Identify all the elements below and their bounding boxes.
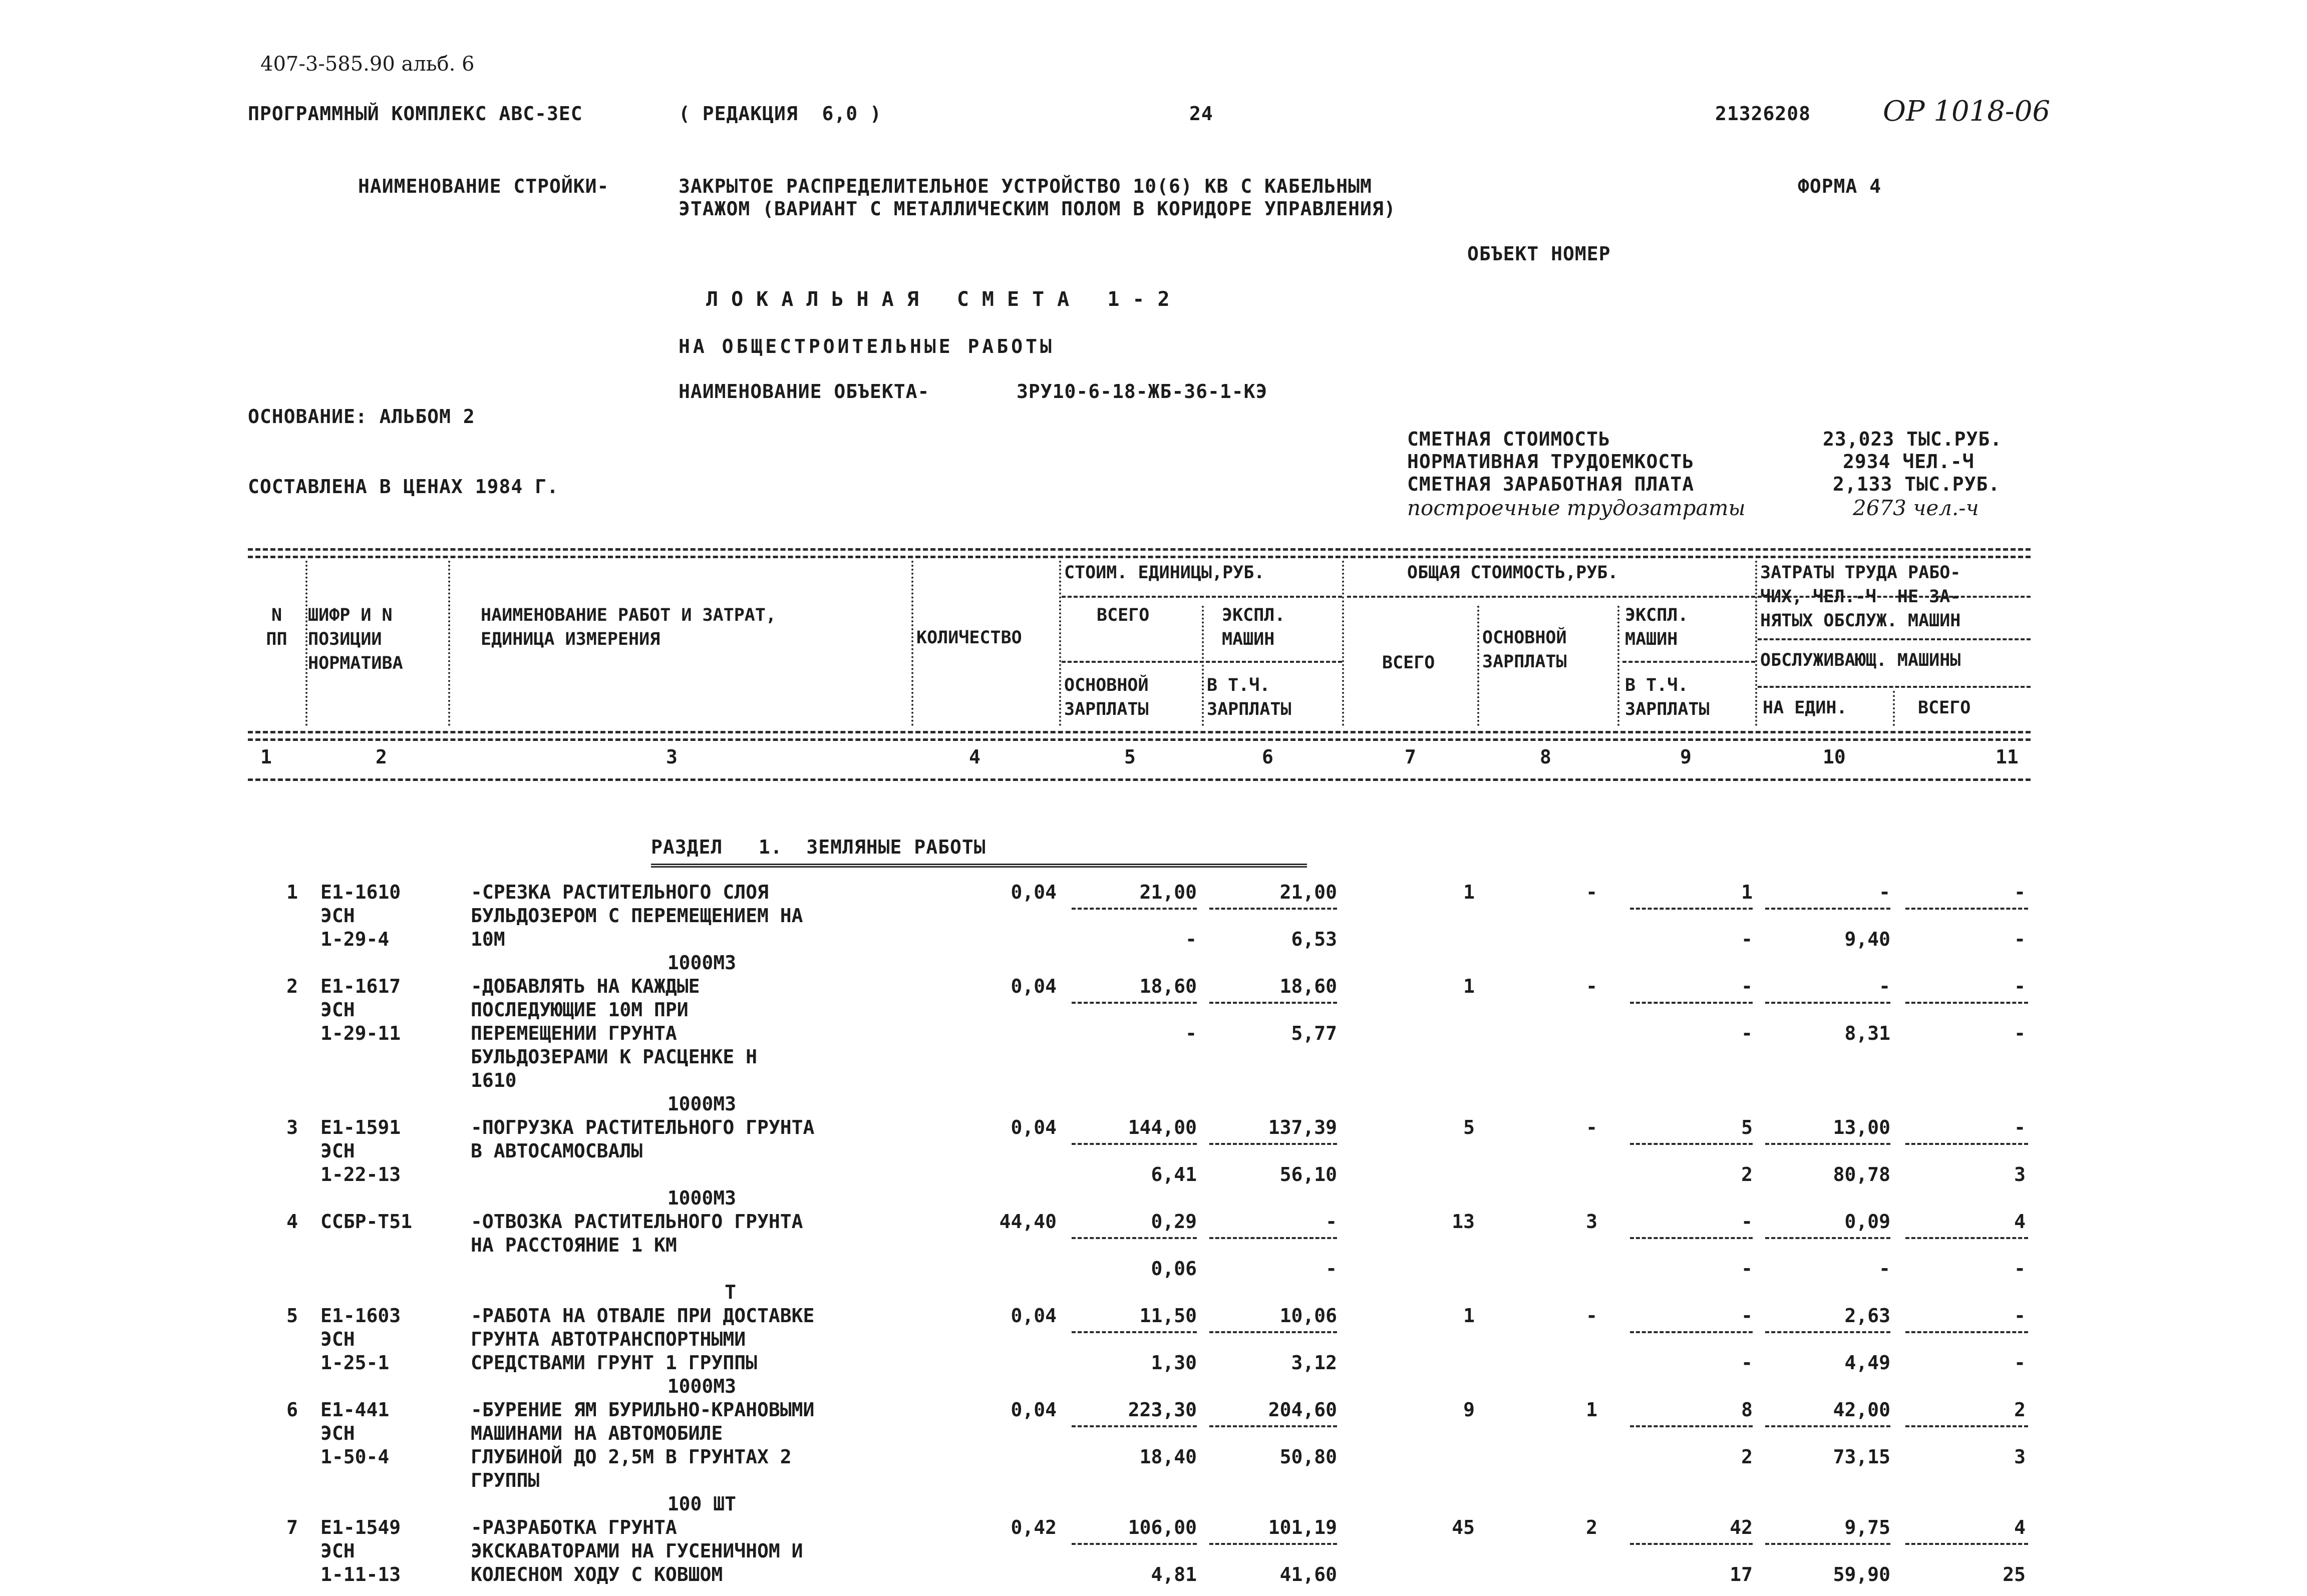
row-name: БУЛЬДОЗЕРАМИ К РАСЦЕНКЕ Н [471,1046,757,1068]
row-unit-incl-wage: 41,60 [1279,1563,1337,1585]
col-sep-6 [1342,561,1344,726]
row-service-unit: 8,31 [1844,1022,1890,1044]
row-unit-machines: 10,06 [1279,1305,1337,1327]
cell-underline [1630,1543,1753,1545]
row-unit-wage: 1,30 [1151,1352,1197,1374]
row-code: 1-29-4 [320,928,390,950]
row-number: 4 [286,1211,298,1233]
cell-underline [1905,1143,2028,1145]
section-title: РАЗДЕЛ 1. ЗЕМЛЯНЫЕ РАБОТЫ [651,836,986,858]
row-number: 1 [286,881,298,903]
form-number: ФОРМА 4 [1798,175,1882,197]
cell-underline [1765,1331,1890,1333]
cell-underline [1072,1143,1197,1145]
col-header-unit-mach: ЭКСПЛ. МАШИН [1222,605,1285,649]
summary-value-labor: 2934 ЧЕЛ.-Ч [1843,451,1974,473]
row-labor-total: - [2014,975,2026,997]
cell-underline [1630,1237,1753,1239]
row-code: ЭСН [320,1140,355,1162]
row-unit-wage: 6,41 [1151,1163,1197,1185]
row-total-wage: - [1586,1116,1597,1138]
row-total-incl-wage: - [1741,1258,1753,1280]
row-labor-total: - [2014,881,2026,903]
row-name: -ПОГРУЗКА РАСТИТЕЛЬНОГО ГРУНТА [471,1116,815,1138]
row-name: В АВТОСАМОСВАЛЫ [471,1140,643,1162]
row-total-wage: 1 [1586,1399,1597,1421]
col-sep-3 [911,561,913,726]
summary-label-site-labor: построечные трудозатраты [1407,496,1746,520]
row-total-wage: - [1586,1305,1597,1327]
row-name: ГРУППЫ [471,1469,540,1491]
row-total: 1 [1463,1305,1475,1327]
cell-underline [1630,908,1753,910]
row-unit-incl-wage: 3,12 [1291,1352,1337,1374]
colnum-bottom-rule [248,778,2031,781]
album-reference: 407-3-585.90 альб. 6 [260,53,475,76]
row-service-total: - [2014,1258,2026,1280]
row-name: СРЕДСТВАМИ ГРУНТ 1 ГРУППЫ [471,1352,757,1374]
row-unit-wage: 0,06 [1151,1258,1197,1280]
row-service-total: 3 [2014,1446,2026,1468]
row-unit-incl-wage: 6,53 [1291,928,1337,950]
object-code: ЗРУ10-6-18-ЖБ-36-1-КЭ [1017,380,1268,403]
column-number: 2 [376,746,387,768]
row-unit-incl-wage: - [1326,1258,1337,1280]
cell-underline [1072,1543,1197,1545]
row-code: Е1-1591 [320,1116,401,1138]
row-unit-machines: 21,00 [1279,881,1337,903]
cell-underline [1209,1425,1337,1427]
row-unit: 1000М3 [667,1093,736,1115]
column-number: 4 [969,746,980,768]
row-total-incl-wage: - [1741,928,1753,950]
col-header-total-mach: ЭКСПЛ. МАШИН [1625,605,1689,649]
summary-label-wage: СМЕТНАЯ ЗАРАБОТНАЯ ПЛАТА [1407,473,1695,495]
row-code: Е1-1617 [320,975,401,997]
cell-underline [1630,1143,1753,1145]
row-unit-machines: 18,60 [1279,975,1337,997]
column-number: 10 [1823,746,1846,768]
row-labor-unit: 13,00 [1833,1116,1890,1138]
column-number: 3 [666,746,678,768]
row-name: ГЛУБИНОЙ ДО 2,5М В ГРУНТАХ 2 [471,1446,792,1468]
row-unit: 1000М3 [667,1187,736,1209]
row-labor-total: - [2014,1305,2026,1327]
row-service-unit: 80,78 [1833,1163,1890,1185]
cell-underline [1905,1237,2028,1239]
row-total: 1 [1463,975,1475,997]
column-number: 6 [1262,746,1273,768]
col-header-total-incl: В Т.Ч. ЗАРПЛАТЫ [1625,675,1710,719]
row-labor-total: 4 [2014,1211,2026,1233]
col-header-unit-cost: СТОИМ. ЕДИНИЦЫ,РУБ. [1064,563,1265,583]
col-header-total-wage: ОСНОВНОЙ ЗАРПЛАТЫ [1482,628,1567,672]
row-service-unit: 73,15 [1833,1446,1890,1468]
row-labor-unit: - [1879,975,1890,997]
row-name: -ОТВОЗКА РАСТИТЕЛЬНОГО ГРУНТА [471,1211,803,1233]
page-number: 24 [1189,103,1213,125]
row-unit: 1000М3 [667,1375,736,1397]
row-number: 7 [286,1516,298,1538]
row-total-incl-wage: 2 [1741,1446,1753,1468]
col-sep-7 [1477,606,1479,726]
summary-label-labor: НОРМАТИВНАЯ ТРУДОЕМКОСТЬ [1407,451,1695,473]
row-code: ЭСН [320,1422,355,1444]
row-unit-incl-wage: 50,80 [1279,1446,1337,1468]
col-header-labor-unit: НА ЕДИН. [1763,698,1847,718]
table-top-rule [248,548,2031,551]
row-code: ЭСН [320,1328,355,1350]
cell-underline [1765,1425,1890,1427]
summary-value-site-labor: 2673 чел.-ч [1853,496,1979,520]
cell-underline [1072,1331,1197,1333]
column-number: 1 [260,746,272,768]
col-sep-5 [1202,606,1204,726]
row-unit-wage: 18,40 [1139,1446,1197,1468]
col-header-total-cost: ОБЩАЯ СТОИМОСТЬ,РУБ. [1407,563,1618,583]
col-sep-4 [1059,561,1061,726]
cell-underline [1209,1331,1337,1333]
project-line-1: ЗАКРЫТОЕ РАСПРЕДЕЛИТЕЛЬНОЕ УСТРОЙСТВО 10(6) КВ С КАБЕЛЬНЫМ [679,175,1372,197]
cell-underline [1209,908,1337,910]
cell-underline [1630,1425,1753,1427]
row-service-total: - [2014,1352,2026,1374]
row-total-wage: - [1586,881,1597,903]
summary-value-wage: 2,133 ТЫС.РУБ. [1833,473,2001,495]
cell-underline [1072,908,1197,910]
row-labor-unit: 42,00 [1833,1399,1890,1421]
cell-underline [1765,908,1890,910]
row-service-total: 25 [2003,1563,2026,1585]
row-quantity: 0,04 [1011,881,1057,903]
row-total-incl-wage: 2 [1741,1163,1753,1185]
cell-underline [1765,1002,1890,1004]
col-header-labor: ЗАТРАТЫ ТРУДА РАБО- ЧИХ, ЧЕЛ.-Ч НЕ ЗА- НЯТЫХ ОБСЛУЖ. МАШИН [1760,563,1961,631]
row-total-incl-wage: - [1741,1352,1753,1374]
row-unit-machines: 204,60 [1268,1399,1337,1421]
column-number: 5 [1124,746,1136,768]
row-name: -РАБОТА НА ОТВАЛЕ ПРИ ДОСТАВКЕ [471,1305,815,1327]
row-service-total: - [2014,1022,2026,1044]
row-name: НА РАССТОЯНИЕ 1 КМ [471,1234,677,1256]
section-underline [651,864,1307,868]
row-total-wage: 2 [1586,1516,1597,1538]
row-labor-unit: 0,09 [1844,1211,1890,1233]
row-labor-total: 4 [2014,1516,2026,1538]
row-unit-total: 11,50 [1139,1305,1197,1327]
row-total: 5 [1463,1116,1475,1138]
row-quantity: 0,04 [1011,1305,1057,1327]
row-total-wage: 3 [1586,1211,1597,1233]
row-service-total: 3 [2014,1163,2026,1185]
cell-underline [1765,1543,1890,1545]
row-total: 45 [1452,1516,1475,1538]
row-unit-total: 144,00 [1128,1116,1197,1138]
row-code: Е1-1603 [320,1305,401,1327]
col-sep-1 [305,561,307,726]
cell-underline [1905,908,2028,910]
row-total-machines: 42 [1730,1516,1753,1538]
hdr-rule-labor-2 [1758,638,2031,640]
hdr-rule-total [1347,596,1755,598]
row-code: Е1-1549 [320,1516,401,1538]
cell-underline [1209,1002,1337,1004]
row-total: 1 [1463,881,1475,903]
col-header-total-all: ВСЕГО [1382,653,1435,673]
hdr-bottom-rule-2 [248,738,2031,741]
col-header-unit-total: ВСЕГО [1097,605,1150,625]
row-code: 1-25-1 [320,1352,390,1374]
row-unit-total: 0,29 [1151,1211,1197,1233]
row-code: 1-50-4 [320,1446,390,1468]
cell-underline [1072,1237,1197,1239]
column-number: 8 [1540,746,1551,768]
cell-underline [1765,1237,1890,1239]
row-total-incl-wage: - [1741,1022,1753,1044]
row-total-machines: 5 [1741,1116,1753,1138]
cell-underline [1765,1143,1890,1145]
cell-underline [1209,1237,1337,1239]
col-header-2: ШИФР И N ПОЗИЦИИ НОРМАТИВА [308,605,403,673]
row-name: 1610 [471,1069,517,1091]
row-unit-wage: - [1185,1022,1197,1044]
row-quantity: 0,04 [1011,1399,1057,1421]
cell-underline [1905,1002,2028,1004]
row-code: ЭСН [320,905,355,927]
row-unit-machines: 101,19 [1268,1516,1337,1538]
row-name: -ДОБАВЛЯТЬ НА КАЖДЫЕ [471,975,700,997]
col-header-labor-total: ВСЕГО [1918,698,1971,718]
row-code: ЭСН [320,999,355,1021]
row-total-machines: - [1741,975,1753,997]
row-number: 5 [286,1305,298,1327]
row-unit-machines: - [1326,1211,1337,1233]
row-name: -БУРЕНИЕ ЯМ БУРИЛЬНО-КРАНОВЫМИ [471,1399,815,1421]
row-labor-total: 2 [2014,1399,2026,1421]
row-name: ГРУНТА АВТОТРАНСПОРТНЫМИ [471,1328,746,1350]
project-line-2: ЭТАЖОМ (ВАРИАНТ С МЕТАЛЛИЧЕСКИМ ПОЛОМ В КОРИДОРЕ УПРАВЛЕНИЯ) [679,198,1396,220]
cell-underline [1209,1543,1337,1545]
row-number: 2 [286,975,298,997]
row-unit: Т [725,1281,736,1303]
row-name: -РАЗРАБОТКА ГРУНТА [471,1516,677,1538]
row-name: ЭКСКАВАТОРАМИ НА ГУСЕНИЧНОМ И [471,1540,803,1562]
edition: ( РЕДАКЦИЯ 6,0 ) [679,103,882,125]
row-name: ПОСЛЕДУЮЩИЕ 10М ПРИ [471,999,689,1021]
cell-underline [1630,1331,1753,1333]
table-top-rule-2 [248,556,2031,558]
row-name: КОЛЕСНОМ ХОДУ С КОВШОМ [471,1563,723,1585]
row-name: БУЛЬДОЗЕРОМ С ПЕРЕМЕЩЕНИЕМ НА [471,905,803,927]
row-total-machines: 1 [1741,881,1753,903]
cell-underline [1905,1331,2028,1333]
row-number: 6 [286,1399,298,1421]
row-unit: 100 ШТ [667,1493,736,1515]
row-unit-incl-wage: 5,77 [1291,1022,1337,1044]
column-number: 11 [1996,746,2019,768]
column-number: 9 [1680,746,1692,768]
cell-underline [1072,1425,1197,1427]
row-name: -СРЕЗКА РАСТИТЕЛЬНОГО СЛОЯ [471,881,769,903]
summary-value-cost: 23,023 ТЫС.РУБ. [1823,428,2003,450]
row-labor-total: - [2014,1116,2026,1138]
object-label: НАИМЕНОВАНИЕ ОБЪЕКТА- [679,380,930,403]
hdr-rule-labor-3 [1758,686,2031,688]
row-service-unit: 4,49 [1844,1352,1890,1374]
row-quantity: 0,42 [1011,1516,1057,1538]
row-unit-total: 106,00 [1128,1516,1197,1538]
col-header-unit-incl: В Т.Ч. ЗАРПЛАТЫ [1207,675,1291,719]
hdr-bottom-rule [248,731,2031,733]
row-unit: 1000М3 [667,952,736,974]
col-header-4: КОЛИЧЕСТВО [916,628,1022,648]
row-unit-total: 223,30 [1128,1399,1197,1421]
row-code: 1-22-13 [320,1163,401,1185]
row-unit-total: 18,60 [1139,975,1197,997]
row-name: 10М [471,928,505,950]
row-total-incl-wage: 17 [1730,1563,1753,1585]
row-total-machines: - [1741,1305,1753,1327]
row-service-unit: - [1879,1258,1890,1280]
row-code: Е1-441 [320,1399,390,1421]
row-unit-machines: 137,39 [1268,1116,1337,1138]
project-label: НАИМЕНОВАНИЕ СТРОЙКИ- [358,175,609,197]
col-sep-2 [448,561,450,726]
row-service-unit: 59,90 [1833,1563,1890,1585]
row-service-unit: 9,40 [1844,928,1890,950]
row-quantity: 44,40 [999,1211,1057,1233]
col-sep-10 [1893,691,1895,726]
hdr-rule-unit [1062,596,1342,598]
row-code: ЭСН [320,1540,355,1562]
row-total-wage: - [1586,975,1597,997]
row-service-total: - [2014,928,2026,950]
row-unit-wage: 4,81 [1151,1563,1197,1585]
cell-underline [1209,1143,1337,1145]
row-labor-unit: 9,75 [1844,1516,1890,1538]
cell-underline [1905,1425,2028,1427]
row-code: Е1-1610 [320,881,401,903]
object-number: ОБЪЕКТ НОМЕР [1467,243,1611,265]
column-number: 7 [1405,746,1416,768]
cell-underline [1630,1002,1753,1004]
col-sep-8 [1617,606,1619,726]
summary-label-cost: СМЕТНАЯ СТОИМОСТЬ [1407,428,1610,450]
col-header-unit-wage: ОСНОВНОЙ ЗАРПЛАТЫ [1064,675,1149,719]
cell-underline [1905,1543,2028,1545]
row-name: ПЕРЕМЕЩЕНИИ ГРУНТА [471,1022,677,1044]
estimate-title: ЛОКАЛЬНАЯ СМЕТА 1-2 [706,288,1183,311]
row-number: 3 [286,1116,298,1138]
row-unit-incl-wage: 56,10 [1279,1163,1337,1185]
estimate-subtitle: НА ОБЩЕСТРОИТЕЛЬНЫЕ РАБОТЫ [679,335,1055,357]
price-basis: СОСТАВЛЕНА В ЦЕНАХ 1984 Г. [248,476,559,498]
basis: ОСНОВАНИЕ: АЛЬБОМ 2 [248,406,475,428]
row-quantity: 0,04 [1011,1116,1057,1138]
row-labor-unit: - [1879,881,1890,903]
handwritten-code: ОР 1018-06 [1883,95,2051,128]
cell-underline [1072,1002,1197,1004]
row-name: МАШИНАМИ НА АВТОМОБИЛЕ [471,1422,723,1444]
row-code: 1-29-11 [320,1022,401,1044]
row-total-machines: - [1741,1211,1753,1233]
col-header-1: N ПП [266,605,287,649]
col-sep-9 [1755,561,1757,726]
row-quantity: 0,04 [1011,975,1057,997]
row-unit-total: 21,00 [1139,881,1197,903]
row-total: 9 [1463,1399,1475,1421]
col-header-labor-srv: ОБСЛУЖИВАЮЩ. МАШИНЫ [1760,650,1961,670]
row-total-machines: 8 [1741,1399,1753,1421]
col-header-3: НАИМЕНОВАНИЕ РАБОТ И ЗАТРАТ, ЕДИНИЦА ИЗМЕРЕНИЯ [481,605,777,649]
row-total: 13 [1452,1211,1475,1233]
hdr-rule-unit-2 [1062,661,1342,663]
row-code: ССБР-Т51 [320,1211,413,1233]
document-code: 21326208 [1715,103,1811,125]
row-unit-wage: - [1185,928,1197,950]
row-labor-unit: 2,63 [1844,1305,1890,1327]
row-code: 1-11-13 [320,1563,401,1585]
hdr-rule-total-2 [1622,661,1755,663]
program-name: ПРОГРАММНЫЙ КОМПЛЕКС АВС-3ЕС [248,103,583,125]
